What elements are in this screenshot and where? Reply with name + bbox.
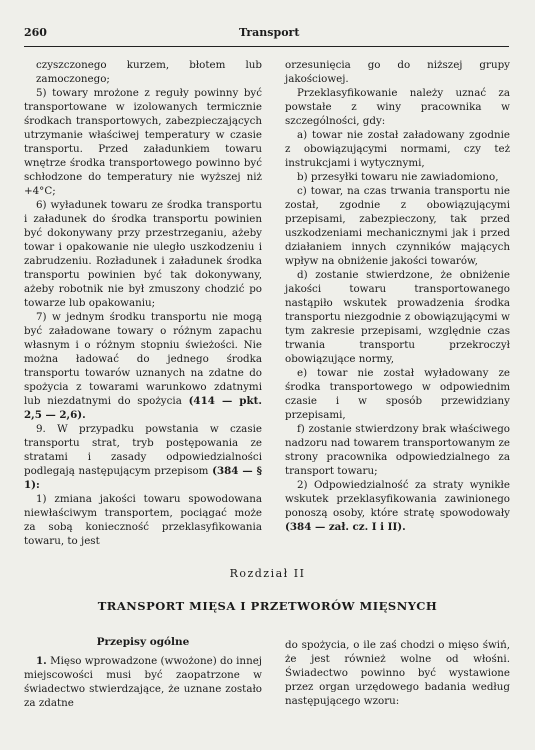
paragraph: 5) towary mrożone z reguły powinny być transportowane w izolowanych termicznie środkach transportowych, zabezpieczających utrzymanie właściwej temperatury w czasie transportu. Przed załadunkiem towaru wnętrze środka transportowego powinno być schłodzone do temperatury nie wyższej niż +4°C; [24,87,262,197]
citation: (384 — § 1): [24,465,263,491]
left-column [24,58,262,548]
list-item: f) zostanie stwierdzony brak właściwego nadzoru nad towarem transportowanym ze strony pracownika odpowiedzialnego za transport towaru; [285,423,510,477]
paragraph-text: 7) w jednym środku transportu nie mogą być załadowane towary o różnym zapachu własnym i o różnym stopniu świeżości. Nie można ładować do jednego środka transportu towarów uznanych na zdatne do spożycia z towarami warunkowo zdatnymi lub niezdatnymi do spożycia [24,311,262,407]
citation: (384 — zał. cz. I i II). [285,521,406,533]
list-item: b) przesyłki towaru nie zawiadomiono, [297,171,499,183]
bottom-right-column [285,638,510,708]
paragraph [24,654,262,710]
paragraph-number: 1. [36,655,47,667]
section-title: TRANSPORT MIĘSA I PRZETWORÓW MIĘSNYCH [97,599,438,613]
paragraph: 1) zmiana jakości towaru spowodowana niewłaściwym transportem, pociągać może za sobą konieczność przeklasyfikowania towaru, to jest [24,493,262,547]
paragraph-text: Mięso wprowadzone (wwożone) do innej miejscowości musi być zaopatrzone w świadectwo stwierdzające, że uznane zostało za zdatne [24,655,262,709]
page-number: 260 [24,26,47,39]
bottom-left-column [24,654,262,710]
right-column [285,58,510,534]
subheading: Przepisy ogólne [96,636,190,648]
paragraph-text: 2) Odpowiedzialność za straty wynikłe wskutek przeklasyfikowania zawinionego ponoszą osoby, które stratę spowodowały [285,479,510,519]
list-item: c) towar, na czas trwania transportu nie został, zgodnie z obowiązującymi przepisami, zabezpieczony, tak przed uszkodzeniami mechanicznymi jak i przed działaniem innych czynników mających wpływ na obniżenie jakości towarów, [285,185,510,267]
paragraph: 6) wyładunek towaru ze środka transportu i załadunek do środka transportu powinien być dokonywany przy przestrzeganiu, ażeby towar i opakowanie nie uległo uszkodzeniu i zabrudzeniu. Rozładunek i załadunek środka transportu powinien być tak dokonywany, ażeby robotnik nie był zmuszony chodzić po towarze lub opakowaniu; [24,199,262,309]
paragraph-text: 9. W przypadku powstania w czasie transportu strat, tryb postępowania ze stratami i zasady odpowiedzialności podlegają następującym przepisom [24,423,262,477]
paragraph: orzesunięcia go do niższej grupy jakościowej. [285,59,510,85]
list-item: e) towar nie został wyładowany ze środka transportowego w odpowiednim czasie i w sposób przewidziany przepisami, [285,367,510,421]
running-title: Transport [239,26,300,39]
running-header [24,26,509,47]
chapter-label: Rozdział II [229,567,306,580]
list-item: a) towar nie został załadowany zgodnie z obowiązującymi normami, czy też instrukcjami i wytycznymi, [285,129,510,169]
list-item: d) zostanie stwierdzone, że obniżenie jakości towaru transportowanego nastąpiło wskutek prowadzenia środka transportu niezgodnie z obowiązującymi w tym zakresie przepisami, względnie czas trwania transportu przekroczył obowiązujące normy, [285,269,510,365]
paragraph: Przeklasyfikowanie należy uznać za powstałe z winy pracownika w szczególności, gdy: [285,87,510,127]
citation: (414 — pkt. 2,5 — 2,6). [24,395,262,421]
paragraph: do spożycia, o ile zaś chodzi o mięso świń, że jest również wolne od włośni. Świadectwo powinno być wystawione przez organ urzędowego badania według następującego wzoru: [285,639,510,707]
paragraph [285,478,510,534]
paragraph [24,310,262,422]
paragraph: czyszczonego kurzem, błotem lub zamoczonego; [36,59,262,85]
paragraph [24,422,262,492]
